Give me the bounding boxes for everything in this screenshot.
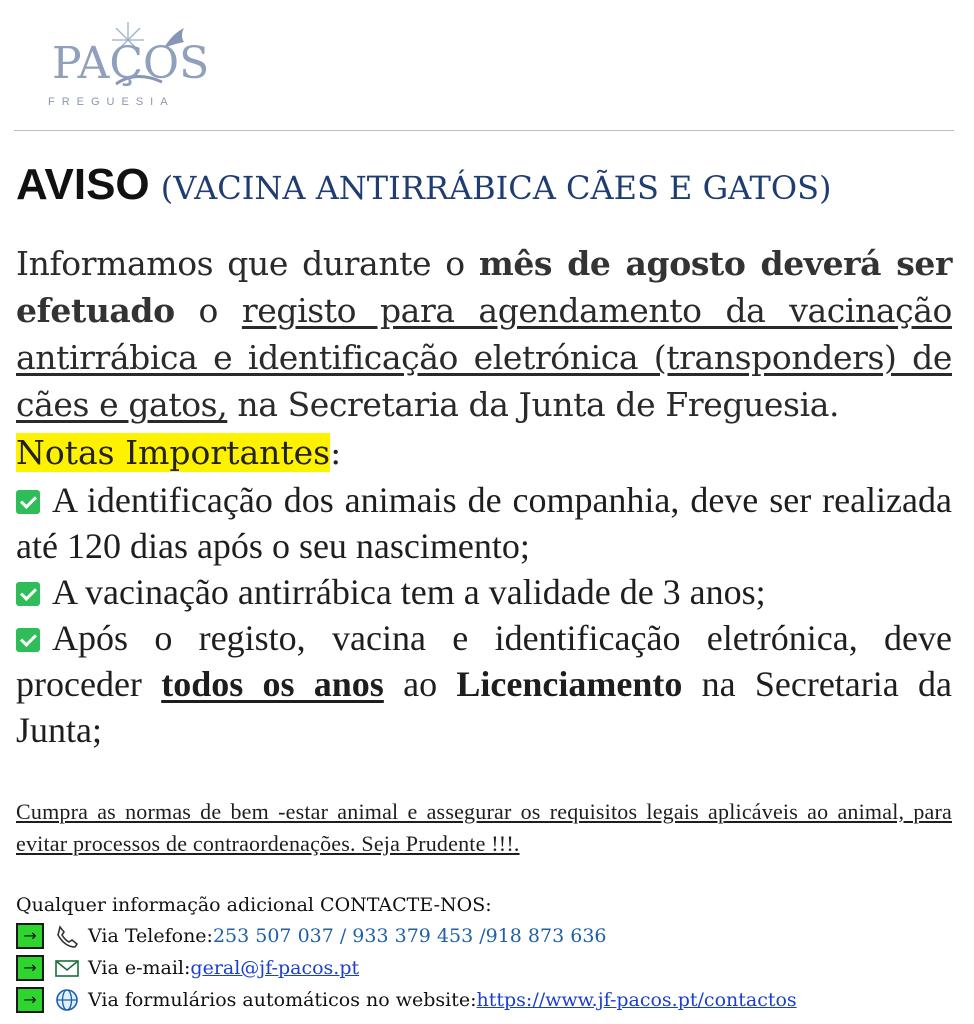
notes-label: Notas Importantes <box>16 433 331 472</box>
intro-paragraph <box>16 240 952 428</box>
bullet-text: ao <box>383 664 457 704</box>
bullet-text: A identificação dos animais de companhia, deve ser realizada até 120 dias após o seu nascimento; <box>16 480 952 566</box>
bullet-text: A vacinação antirrábica tem a validade de 3 anos; <box>52 572 766 612</box>
list-item <box>16 477 952 569</box>
checkbox-icon <box>16 582 40 606</box>
website-label: Via formulários automáticos no website: <box>88 989 477 1011</box>
intro-text-1: Informamos que durante o <box>16 244 479 283</box>
phone-label: Via Telefone: <box>88 925 213 947</box>
email-label: Via e-mail: <box>88 957 191 979</box>
contacts-heading: Qualquer informação adicional CONTACTE-NOS: <box>16 894 492 916</box>
mail-icon <box>54 956 80 980</box>
intro-underlined: registo para agendamento da vacinação antirrábica e identificação eletrónica (transponders) de cães e gatos, <box>16 291 952 424</box>
checkbox-icon <box>16 628 40 652</box>
checkbox-icon <box>16 490 40 514</box>
bullet-text: Após o registo, vacina e identificação eletrónica, deve proceder <box>16 618 952 704</box>
intro-text-2: o <box>174 291 242 330</box>
notice-title <box>16 160 831 210</box>
globe-icon <box>54 988 80 1012</box>
arrow-icon: → <box>16 955 44 981</box>
bullet-emphasis: todos os anos <box>161 664 384 704</box>
contact-email-row <box>16 952 797 984</box>
notes-heading <box>16 430 341 476</box>
intro-bold: mês de agosto deverá ser efetuado <box>16 244 952 330</box>
header-divider <box>14 130 954 131</box>
logo-subtitle: FREGUESIA <box>48 96 175 108</box>
phone-numbers[interactable]: 253 507 037 / 933 379 453 /918 873 636 <box>212 925 607 947</box>
freguesia-logo <box>46 18 210 110</box>
contacts-section <box>16 890 797 1016</box>
contact-phone-row <box>16 920 797 952</box>
logo-wordmark: PAÇOS <box>52 38 210 89</box>
arrow-icon: → <box>16 923 44 949</box>
arrow-icon: → <box>16 987 44 1013</box>
bullet-bold: Licenciamento <box>456 664 683 704</box>
list-item <box>16 615 952 753</box>
notes-colon: : <box>330 433 342 472</box>
website-link[interactable]: https://www.jf-pacos.pt/contactos <box>476 989 797 1011</box>
bullet-text: na Secretaria da Junta; <box>16 664 953 750</box>
intro-text-3: na Secretaria da Junta de Freguesia. <box>227 385 840 424</box>
title-subtitle: (VACINA ANTIRRÁBICA CÃES E GATOS) <box>160 169 832 207</box>
phone-icon <box>54 924 80 948</box>
advice-paragraph: Cumpra as normas de bem -estar animal e assegurar os requisitos legais aplicáveis ao animal, para evitar processos de contraordenações. Seja Prudente !!!. <box>16 799 952 856</box>
title-main: AVISO <box>16 160 150 209</box>
email-link[interactable]: geral@jf-pacos.pt <box>190 957 360 979</box>
list-item <box>16 569 952 615</box>
contact-web-row <box>16 984 797 1016</box>
notes-list <box>16 477 952 753</box>
